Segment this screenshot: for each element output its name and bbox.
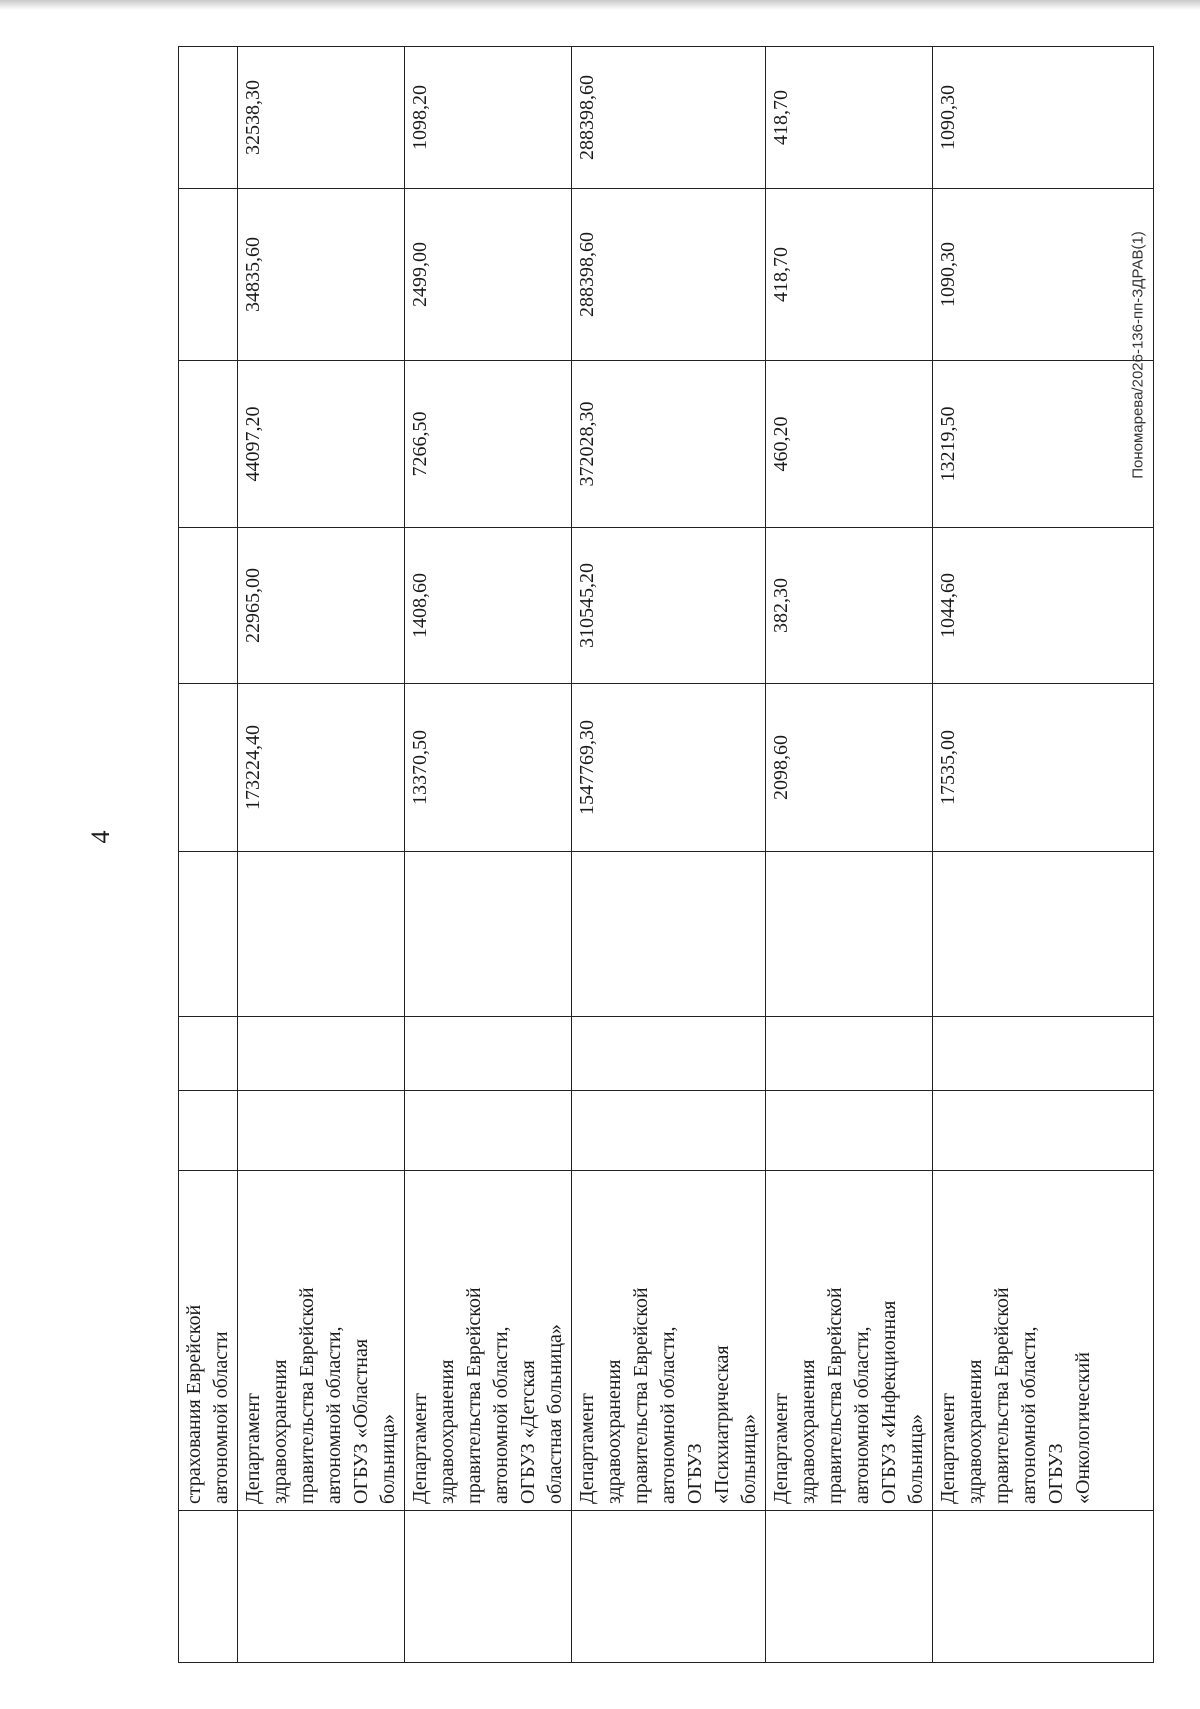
page-number: 4 (86, 830, 115, 844)
value-cell (572, 852, 766, 1017)
value-cell (179, 528, 238, 684)
table-row (405, 47, 572, 1663)
text-line: Департамент (409, 1393, 431, 1504)
value-cell: 2098,60 (766, 684, 933, 852)
value-cell: 32538,30 (238, 47, 405, 189)
value-cell (179, 852, 238, 1017)
cell-organization (572, 1171, 766, 1511)
empty-cell (572, 1511, 766, 1663)
cell-organization (238, 1171, 405, 1511)
value-cell: 1044,60 (933, 528, 1154, 684)
value-cell: 310545,20 (572, 528, 766, 684)
value-cell: 22965,00 (238, 528, 405, 684)
rotated-table-wrapper (178, 47, 1120, 1663)
value-cell: 17535,00 (933, 684, 1154, 852)
empty-cell (179, 1511, 238, 1663)
value-cell: 13370,50 (405, 684, 572, 852)
text-line: Департамент (242, 1393, 264, 1504)
value-cell (572, 1091, 766, 1171)
cell-organization (766, 1171, 933, 1511)
value-cell (933, 1091, 1154, 1171)
value-cell (405, 1091, 572, 1171)
budget-table (178, 46, 1154, 1663)
value-cell (238, 1017, 405, 1091)
value-cell: 7266,50 (405, 361, 572, 528)
value-cell: 34835,60 (238, 189, 405, 361)
text-line: ОГБУЗ «Инфекционная (878, 1300, 900, 1504)
value-cell (405, 852, 572, 1017)
cell-organization (405, 1171, 572, 1511)
text-line: ОГБУЗ «Областная (350, 1338, 372, 1504)
value-cell: 1408,60 (405, 528, 572, 684)
table-row (572, 47, 766, 1663)
text-line: здравоохранения (964, 1359, 986, 1504)
text-line: здравоохранения (269, 1359, 291, 1504)
text-line: «Онкологический (1072, 1352, 1094, 1504)
table-row (933, 47, 1154, 1663)
value-cell: 418,70 (766, 47, 933, 189)
value-cell (766, 1091, 933, 1171)
value-cell: 1090,30 (933, 189, 1154, 361)
text-line: больница» (377, 1414, 399, 1504)
value-cell: 288398,60 (572, 189, 766, 361)
value-cell: 418,70 (766, 189, 933, 361)
text-line: автономной области, (490, 1326, 512, 1504)
empty-cell (238, 1511, 405, 1663)
value-cell (179, 1091, 238, 1171)
empty-cell (933, 1511, 1154, 1663)
value-cell: 372028,30 (572, 361, 766, 528)
text-line: правительства Еврейской (630, 1287, 652, 1504)
value-cell: 288398,60 (572, 47, 766, 189)
value-cell: 44097,20 (238, 361, 405, 528)
value-cell (766, 852, 933, 1017)
cell-organization (933, 1171, 1154, 1511)
text-line: ОГБУЗ (1045, 1443, 1067, 1504)
text-line: здравоохранения (797, 1359, 819, 1504)
text-line: больница» (905, 1414, 927, 1504)
text-line: ОГБУЗ (684, 1443, 706, 1504)
value-cell: 2499,00 (405, 189, 572, 361)
value-cell: 13219,50 (933, 361, 1154, 528)
text-line: автономной области, (851, 1326, 873, 1504)
scan-edge (0, 0, 1200, 10)
text-line: правительства Еврейской (296, 1287, 318, 1504)
value-cell: 460,20 (766, 361, 933, 528)
value-cell: 382,30 (766, 528, 933, 684)
value-cell: 1090,30 (933, 47, 1154, 189)
empty-cell (405, 1511, 572, 1663)
text-line: Департамент (770, 1393, 792, 1504)
table-row (238, 47, 405, 1663)
text-line: автономной области, (323, 1326, 345, 1504)
value-cell (179, 189, 238, 361)
text-line: автономной области (210, 1331, 232, 1504)
text-line: ОГБУЗ «Детская (517, 1360, 539, 1504)
table-row (179, 47, 238, 1663)
text-line: автономной области, (1018, 1326, 1040, 1504)
text-line: правительства Еврейской (991, 1287, 1013, 1504)
cell-organization (179, 1171, 238, 1511)
text-line: Департамент (576, 1393, 598, 1504)
value-cell: 1098,20 (405, 47, 572, 189)
value-cell (933, 1017, 1154, 1091)
value-cell (238, 852, 405, 1017)
value-cell (766, 1017, 933, 1091)
text-line: больница» (738, 1414, 760, 1504)
table-row (766, 47, 933, 1663)
text-line: здравоохранения (436, 1359, 458, 1504)
value-cell: 1547769,30 (572, 684, 766, 852)
value-cell (238, 1091, 405, 1171)
value-cell (179, 361, 238, 528)
footer-note: Пономарева/2026-136-пп-ЗДРАВ(1) (1129, 231, 1147, 479)
value-cell: 173224,40 (238, 684, 405, 852)
value-cell (179, 47, 238, 189)
text-line: «Психиатрическая (711, 1345, 733, 1504)
text-line: областная больница» (544, 1324, 566, 1504)
value-cell (179, 1017, 238, 1091)
text-line: автономной области, (657, 1326, 679, 1504)
text-line: правительства Еврейской (824, 1287, 846, 1504)
empty-cell (766, 1511, 933, 1663)
text-line: здравоохранения (603, 1359, 625, 1504)
text-line: Департамент (937, 1393, 959, 1504)
value-cell (405, 1017, 572, 1091)
value-cell (933, 852, 1154, 1017)
value-cell (572, 1017, 766, 1091)
text-line: страхования Еврейской (183, 1304, 205, 1504)
value-cell (179, 684, 238, 852)
text-line: правительства Еврейской (463, 1287, 485, 1504)
